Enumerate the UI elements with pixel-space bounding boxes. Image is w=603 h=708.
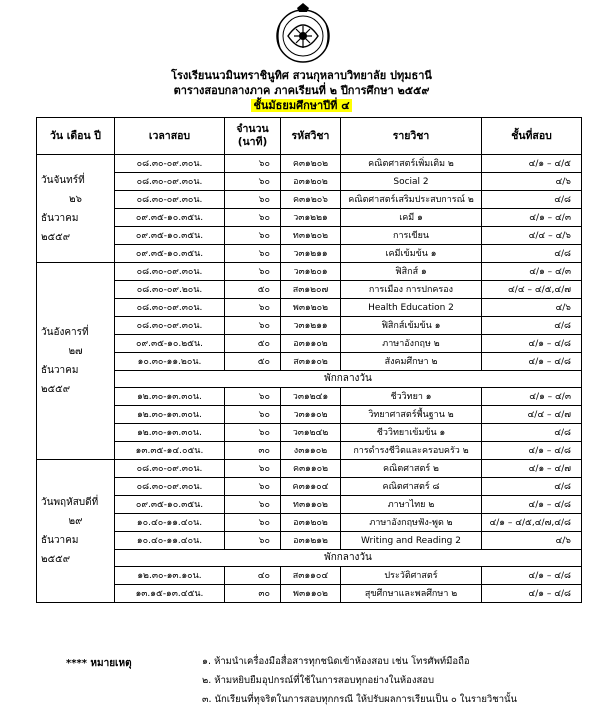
exam-date [37, 460, 115, 603]
exam-date-line: ๒๖ [69, 193, 82, 205]
subject-code: ค๓๑๒๐๒ [281, 155, 341, 173]
table-row [37, 335, 582, 353]
exam-class: ๔/๑ – ๔/๘ [482, 496, 582, 514]
subject-code: อ๓๑๒๐๒ [281, 514, 341, 532]
table-row [37, 353, 582, 371]
subject-name: สังคมศึกษา ๒ [341, 353, 482, 371]
exam-title: ตารางสอบกลางภาค ภาคเรียนที่ ๒ ปีการศึกษา ๒๕๕๙ [173, 84, 430, 97]
exam-class: ๔/๔ – ๔/๖ [482, 227, 582, 245]
exam-class: ๔/๑ – ๔/๕ [482, 155, 582, 173]
subject-code: ว๓๑๒๔๒ [281, 424, 341, 442]
lunch-break-label: พักกลางวัน [115, 371, 582, 388]
exam-class: ๔/๑ – ๔/๘ [482, 585, 582, 603]
subject-name: การเมือง การปกครอง [341, 281, 482, 299]
lunch-break-row [37, 371, 582, 388]
grade-level-heading [0, 98, 603, 113]
col-header-time: เวลาสอบ [115, 118, 225, 155]
subject-name: สุขศึกษาและพลศึกษา ๒ [341, 585, 482, 603]
exam-time: ๐๘.๓๐-๐๙.๓๐น. [115, 478, 225, 496]
exam-time: ๐๙.๓๕-๑๐.๒๕น. [115, 335, 225, 353]
exam-class: ๔/๑ – ๔/๕,๔/๗,๔/๘ [482, 514, 582, 532]
subject-name: การดำรงชีวิตและครอบครัว ๒ [341, 442, 482, 460]
exam-time: ๑๒.๓๐-๑๓.๑๐น. [115, 567, 225, 585]
note-item: ๓. นักเรียนที่ทุจริตในการสอบทุกกรณี ให้ปรับผลการเรียนเป็น ๐ ในรายวิชานั้น [202, 694, 518, 705]
table-row [37, 478, 582, 496]
duration-minutes: ๓๐ [225, 442, 281, 460]
duration-minutes: ๖๐ [225, 227, 281, 245]
table-row [37, 155, 582, 173]
subject-name: ประวัติศาสตร์ [341, 567, 482, 585]
col-header-date: วัน เดือน ปี [37, 118, 115, 155]
subject-code: ส๓๑๑๐๒ [281, 353, 341, 371]
table-row [37, 532, 582, 550]
exam-class: ๔/๘ [482, 478, 582, 496]
grade-level-highlight: ชั้นมัธยมศึกษาปีที่ ๔ [253, 99, 350, 112]
exam-date-line: ธันวาคม [41, 365, 79, 376]
table-row [37, 406, 582, 424]
exam-date-line: ๒๕๕๙ [41, 231, 71, 243]
exam-time: ๐๘.๓๐-๐๙.๓๐น. [115, 191, 225, 209]
subject-name: คณิตศาสตร์เพิ่มเติม ๒ [341, 155, 482, 173]
subject-code: พ๓๑๑๐๒ [281, 585, 341, 603]
subject-code: ว๓๑๒๒๑ [281, 209, 341, 227]
table-row [37, 227, 582, 245]
exam-class: ๔/๑ – ๔/๘ [482, 335, 582, 353]
exam-time: ๑๒.๓๐-๑๓.๓๐น. [115, 406, 225, 424]
subject-code: ท๓๑๑๐๒ [281, 496, 341, 514]
exam-date-line: วันจันทร์ที่ [41, 174, 85, 186]
duration-minutes: ๕๐ [225, 335, 281, 353]
table-row [37, 442, 582, 460]
subject-code: ท๓๑๒๐๒ [281, 227, 341, 245]
duration-minutes: ๖๐ [225, 209, 281, 227]
exam-class: ๔/๘ [482, 191, 582, 209]
duration-minutes: ๖๐ [225, 406, 281, 424]
duration-minutes: ๖๐ [225, 496, 281, 514]
exam-class: ๔/๖ [482, 173, 582, 191]
exam-class: ๔/๘ [482, 424, 582, 442]
table-row [37, 191, 582, 209]
exam-class: ๔/๑ – ๔/๘ [482, 567, 582, 585]
subject-name: วิทยาศาสตร์พื้นฐาน ๒ [341, 406, 482, 424]
exam-date-line: ๒๗ [68, 346, 83, 357]
subject-name: ภาษาอังกฤษฟัง-พูด ๒ [341, 514, 482, 532]
exam-date-line: ๒๕๕๙ [41, 554, 71, 565]
exam-class: ๔/๔ – ๔/๗ [482, 406, 582, 424]
exam-time: ๐๘.๓๐-๐๙.๒๐น. [115, 281, 225, 299]
exam-class: ๔/๑ – ๔/๘ [482, 442, 582, 460]
exam-time: ๐๙.๓๕-๑๐.๓๕น. [115, 496, 225, 514]
exam-time: ๑๐.๔๐-๑๑.๔๐น. [115, 514, 225, 532]
duration-minutes: ๖๐ [225, 155, 281, 173]
duration-minutes: ๖๐ [225, 263, 281, 281]
subject-code: ส๓๑๑๐๔ [281, 567, 341, 585]
subject-code: ง๓๑๑๐๒ [281, 442, 341, 460]
subject-name: เคมีเข้มข้น ๑ [341, 245, 482, 263]
subject-name: ฟิสิกส์ ๑ [341, 263, 482, 281]
col-header-code: รหัสวิชา [281, 118, 341, 155]
exam-class: ๔/๑ – ๔/๓ [482, 388, 582, 406]
exam-time: ๐๘.๓๐-๐๙.๓๐น. [115, 460, 225, 478]
subject-code: ส๓๑๒๐๗ [281, 281, 341, 299]
table-row [37, 173, 582, 191]
duration-minutes: ๕๐ [225, 281, 281, 299]
subject-code: ว๓๑๒๑๑ [281, 245, 341, 263]
exam-date-line: ธันวาคม [41, 212, 79, 224]
subject-name: คณิตศาสตร์เสริมประสบการณ์ ๒ [341, 191, 482, 209]
subject-name: Health Education 2 [341, 299, 482, 317]
lunch-break-row [37, 550, 582, 567]
subject-name: การเขียน [341, 227, 482, 245]
exam-time: ๐๘.๓๐-๐๙.๓๐น. [115, 155, 225, 173]
table-row [37, 585, 582, 603]
duration-minutes: ๖๐ [225, 532, 281, 550]
col-header-class: ชั้นที่สอบ [482, 118, 582, 155]
table-row [37, 424, 582, 442]
exam-date-line: ๒๕๕๙ [41, 384, 71, 395]
table-row [37, 281, 582, 299]
table-row [37, 388, 582, 406]
subject-name: ภาษาไทย ๒ [341, 496, 482, 514]
exam-class: ๔/๘ [482, 317, 582, 335]
duration-minutes: ๖๐ [225, 299, 281, 317]
subject-code: ว๓๑๑๐๒ [281, 406, 341, 424]
exam-class: ๔/๑ – ๔/๗ [482, 460, 582, 478]
exam-date-line: ธันวาคม [41, 535, 79, 546]
table-header-row [37, 118, 582, 155]
exam-time: ๑๓.๑๕-๑๓.๔๕น. [115, 585, 225, 603]
subject-name: คณิตศาสตร์ ๘ [341, 478, 482, 496]
exam-time: ๐๘.๓๐-๐๙.๓๐น. [115, 299, 225, 317]
exam-class: ๔/๖ [482, 532, 582, 550]
subject-code: ว๓๑๒๔๑ [281, 388, 341, 406]
exam-time: ๐๘.๓๐-๐๙.๓๐น. [115, 173, 225, 191]
exam-class: ๔/๑ – ๔/๘ [482, 353, 582, 371]
duration-minutes: ๖๐ [225, 245, 281, 263]
exam-time: ๑๓.๓๕-๑๔.๐๕น. [115, 442, 225, 460]
exam-time: ๐๙.๓๕-๑๐.๓๕น. [115, 227, 225, 245]
note-item: ๑. ห้ามนำเครื่องมือสื่อสารทุกชนิดเข้าห้องสอบ เช่น โทรศัพท์มือถือ [202, 656, 470, 667]
exam-class: ๔/๑ – ๔/๓ [482, 263, 582, 281]
table-row [37, 317, 582, 335]
table-row [37, 567, 582, 585]
subject-code: ค๓๑๒๐๖ [281, 191, 341, 209]
subject-name: ชีววิทยาเข้มข้น ๑ [341, 424, 482, 442]
subject-name: คณิตศาสตร์ ๒ [341, 460, 482, 478]
subject-code: อ๓๑๑๐๒ [281, 335, 341, 353]
table-row [37, 299, 582, 317]
duration-minutes: ๓๐ [225, 585, 281, 603]
duration-minutes: ๖๐ [225, 478, 281, 496]
duration-minutes: ๖๐ [225, 173, 281, 191]
exam-time: ๑๐.๔๐-๑๑.๔๐น. [115, 532, 225, 550]
subject-code: อ๓๑๒๑๒ [281, 532, 341, 550]
table-row [37, 460, 582, 478]
exam-date-line: ๒๙ [68, 516, 83, 527]
duration-minutes: ๖๐ [225, 424, 281, 442]
subject-code: อ๓๑๒๐๒ [281, 173, 341, 191]
duration-minutes: ๖๐ [225, 388, 281, 406]
school-name: โรงเรียนนวมินทราชินูทิศ สวนกุหลาบวิทยาลัย ปทุมธานี [171, 69, 432, 82]
table-row [37, 496, 582, 514]
subject-name: Social 2 [341, 173, 482, 191]
subject-code: ค๓๑๑๐๔ [281, 478, 341, 496]
duration-minutes: ๖๐ [225, 191, 281, 209]
col-header-minutes: จำนวน (นาที) [225, 118, 281, 155]
note-item: ๒. ห้ามหยิบยืมอุปกรณ์ที่ใช้ในการสอบทุกอย่างในห้องสอบ [202, 675, 434, 686]
exam-class: ๔/๑ – ๔/๓ [482, 209, 582, 227]
table-row [37, 514, 582, 532]
exam-date [37, 263, 115, 460]
exam-time: ๑๐.๓๐-๑๑.๒๐น. [115, 353, 225, 371]
duration-minutes: ๔๐ [225, 567, 281, 585]
subject-code: ว๓๑๒๐๑ [281, 263, 341, 281]
duration-minutes: ๕๐ [225, 353, 281, 371]
col-header-subject: รายวิชา [341, 118, 482, 155]
subject-code: พ๓๑๒๐๒ [281, 299, 341, 317]
exam-class: ๔/๘ [482, 245, 582, 263]
subject-code: ว๓๑๒๑๑ [281, 317, 341, 335]
subject-name: ฟิสิกส์เข้มข้น ๑ [341, 317, 482, 335]
school-emblem-icon [272, 2, 334, 68]
exam-time: ๐๙.๓๕-๑๐.๓๕น. [115, 209, 225, 227]
subject-name: ภาษาอังกฤษ ๒ [341, 335, 482, 353]
duration-minutes: ๖๐ [225, 514, 281, 532]
lunch-break-label: พักกลางวัน [115, 550, 582, 567]
subject-name: Writing and Reading 2 [341, 532, 482, 550]
exam-time: ๐๘.๓๐-๐๙.๓๐น. [115, 317, 225, 335]
subject-name: ชีววิทยา ๑ [341, 388, 482, 406]
exam-time: ๐๘.๓๐-๐๙.๓๐น. [115, 263, 225, 281]
exam-class: ๔/๔ – ๔/๕,๔/๗ [482, 281, 582, 299]
table-row [37, 209, 582, 227]
exam-class: ๔/๖ [482, 299, 582, 317]
duration-minutes: ๖๐ [225, 317, 281, 335]
subject-name: เคมี ๑ [341, 209, 482, 227]
duration-minutes: ๖๐ [225, 460, 281, 478]
subject-code: ค๓๑๑๐๒ [281, 460, 341, 478]
exam-date-line: วันอังคารที่ [41, 327, 89, 338]
table-row [37, 245, 582, 263]
exam-schedule-table [36, 117, 582, 603]
exam-time: ๑๒.๓๐-๑๓.๓๐น. [115, 388, 225, 406]
table-row [37, 263, 582, 281]
exam-date [37, 155, 115, 263]
notes-title: **** หมายเหตุ [66, 658, 132, 669]
exam-date-line: วันพฤหัสบดีที่ [41, 497, 99, 508]
exam-time: ๑๒.๓๐-๑๓.๓๐น. [115, 424, 225, 442]
exam-time: ๐๙.๓๕-๑๐.๓๕น. [115, 245, 225, 263]
